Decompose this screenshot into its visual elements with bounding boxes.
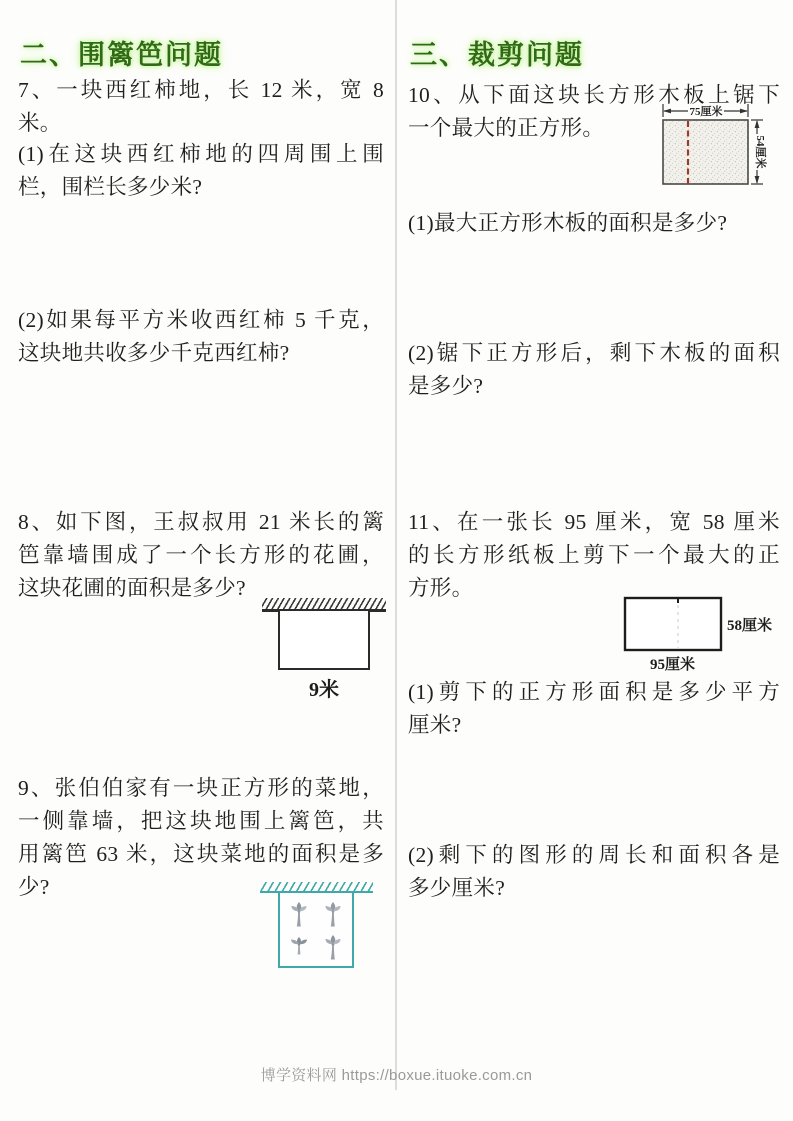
vegetable-garden-square bbox=[278, 893, 354, 968]
flower-bed-rectangle bbox=[278, 611, 370, 670]
text-line: (2)如果每平方米收西红柿 5 千克， bbox=[18, 308, 384, 332]
text-line: 这块花圃的面积是多少? bbox=[18, 576, 246, 600]
vegetable-plant-icon bbox=[287, 900, 311, 928]
problem-11-stem bbox=[408, 506, 780, 605]
column-divider bbox=[395, 0, 397, 1090]
section-header-fence-problems: 二、围篱笆问题 bbox=[20, 40, 223, 70]
text-line: 米。 bbox=[18, 111, 62, 135]
problem-11-question-1 bbox=[408, 676, 780, 742]
paper-width-label: 95厘米 bbox=[650, 657, 696, 673]
problem-8-figure bbox=[262, 598, 386, 701]
vegetable-plant-icon bbox=[287, 933, 311, 961]
wood-board bbox=[663, 120, 748, 184]
text-line: 一侧靠墙，把这块地围上篱笆，共 bbox=[18, 809, 384, 833]
text-line: (2)锯下正方形后，剩下木板的面积 bbox=[408, 341, 780, 365]
problem-7-question-1 bbox=[18, 138, 384, 204]
board-height-label: 54厘米 bbox=[754, 135, 766, 169]
wall-hatching bbox=[260, 882, 373, 891]
text-line: (1)最大正方形木板的面积是多少? bbox=[408, 211, 728, 235]
text-line: 9、张伯伯家有一块正方形的菜地， bbox=[18, 776, 384, 800]
text-line: 是多少? bbox=[408, 374, 484, 398]
text-line: 厘米? bbox=[408, 713, 462, 737]
problem-10-question-1 bbox=[408, 207, 780, 240]
text-line: 多少厘米? bbox=[408, 876, 506, 900]
text-line: 7、一块西红柿地，长 12 米，宽 8 bbox=[18, 78, 384, 102]
text-line: 用篱笆 63 米，这块菜地的面积是多 bbox=[18, 842, 384, 866]
text-line: (2)剩下的图形的周长和面积各是 bbox=[408, 843, 780, 867]
text-line: 这块地共收多少千克西红柿? bbox=[18, 341, 290, 365]
text-line: 方形。 bbox=[408, 576, 474, 600]
problem-10-figure bbox=[650, 100, 785, 200]
section-header-cutting-problems: 三、裁剪问题 bbox=[410, 40, 584, 70]
text-line: 一个最大的正方形。 bbox=[408, 116, 605, 140]
figure-base-length-label: 9米 bbox=[309, 679, 339, 701]
problem-9-figure bbox=[260, 882, 373, 977]
text-line: 栏，围栏长多少米? bbox=[18, 175, 203, 199]
text-line: 11、在一张长 95 厘米，宽 58 厘米 bbox=[408, 510, 780, 534]
problem-8-stem bbox=[18, 506, 384, 605]
text-line: 10、从下面这块长方形木板上锯下 bbox=[408, 83, 780, 107]
text-line: 8、如下图，王叔叔用 21 米长的篱 bbox=[18, 510, 384, 534]
vegetable-plant-icon bbox=[321, 900, 345, 928]
board-width-label: 75厘米 bbox=[689, 106, 723, 118]
problem-10-question-2 bbox=[408, 337, 780, 403]
watermark-footer: 博学资料网 https://boxue.ituoke.com.cn bbox=[260, 1067, 533, 1084]
text-line: (1)剪下的正方形面积是多少平方 bbox=[408, 680, 780, 704]
paper-rectangle bbox=[625, 598, 721, 650]
problem-7-stem bbox=[18, 74, 384, 140]
text-line: (1)在这块西红柿地的四周围上围 bbox=[18, 142, 384, 166]
problem-11-question-2 bbox=[408, 839, 780, 905]
problem-11-figure bbox=[620, 592, 793, 674]
text-line: 笆靠墙围成了一个长方形的花圃， bbox=[18, 543, 384, 567]
text-line: 少? bbox=[18, 875, 50, 899]
problem-7-question-2 bbox=[18, 304, 384, 370]
vegetable-plant-icon bbox=[321, 933, 345, 961]
text-line: 的长方形纸板上剪下一个最大的正 bbox=[408, 543, 780, 567]
wall-hatching bbox=[262, 598, 386, 609]
paper-height-label: 58厘米 bbox=[727, 618, 773, 634]
